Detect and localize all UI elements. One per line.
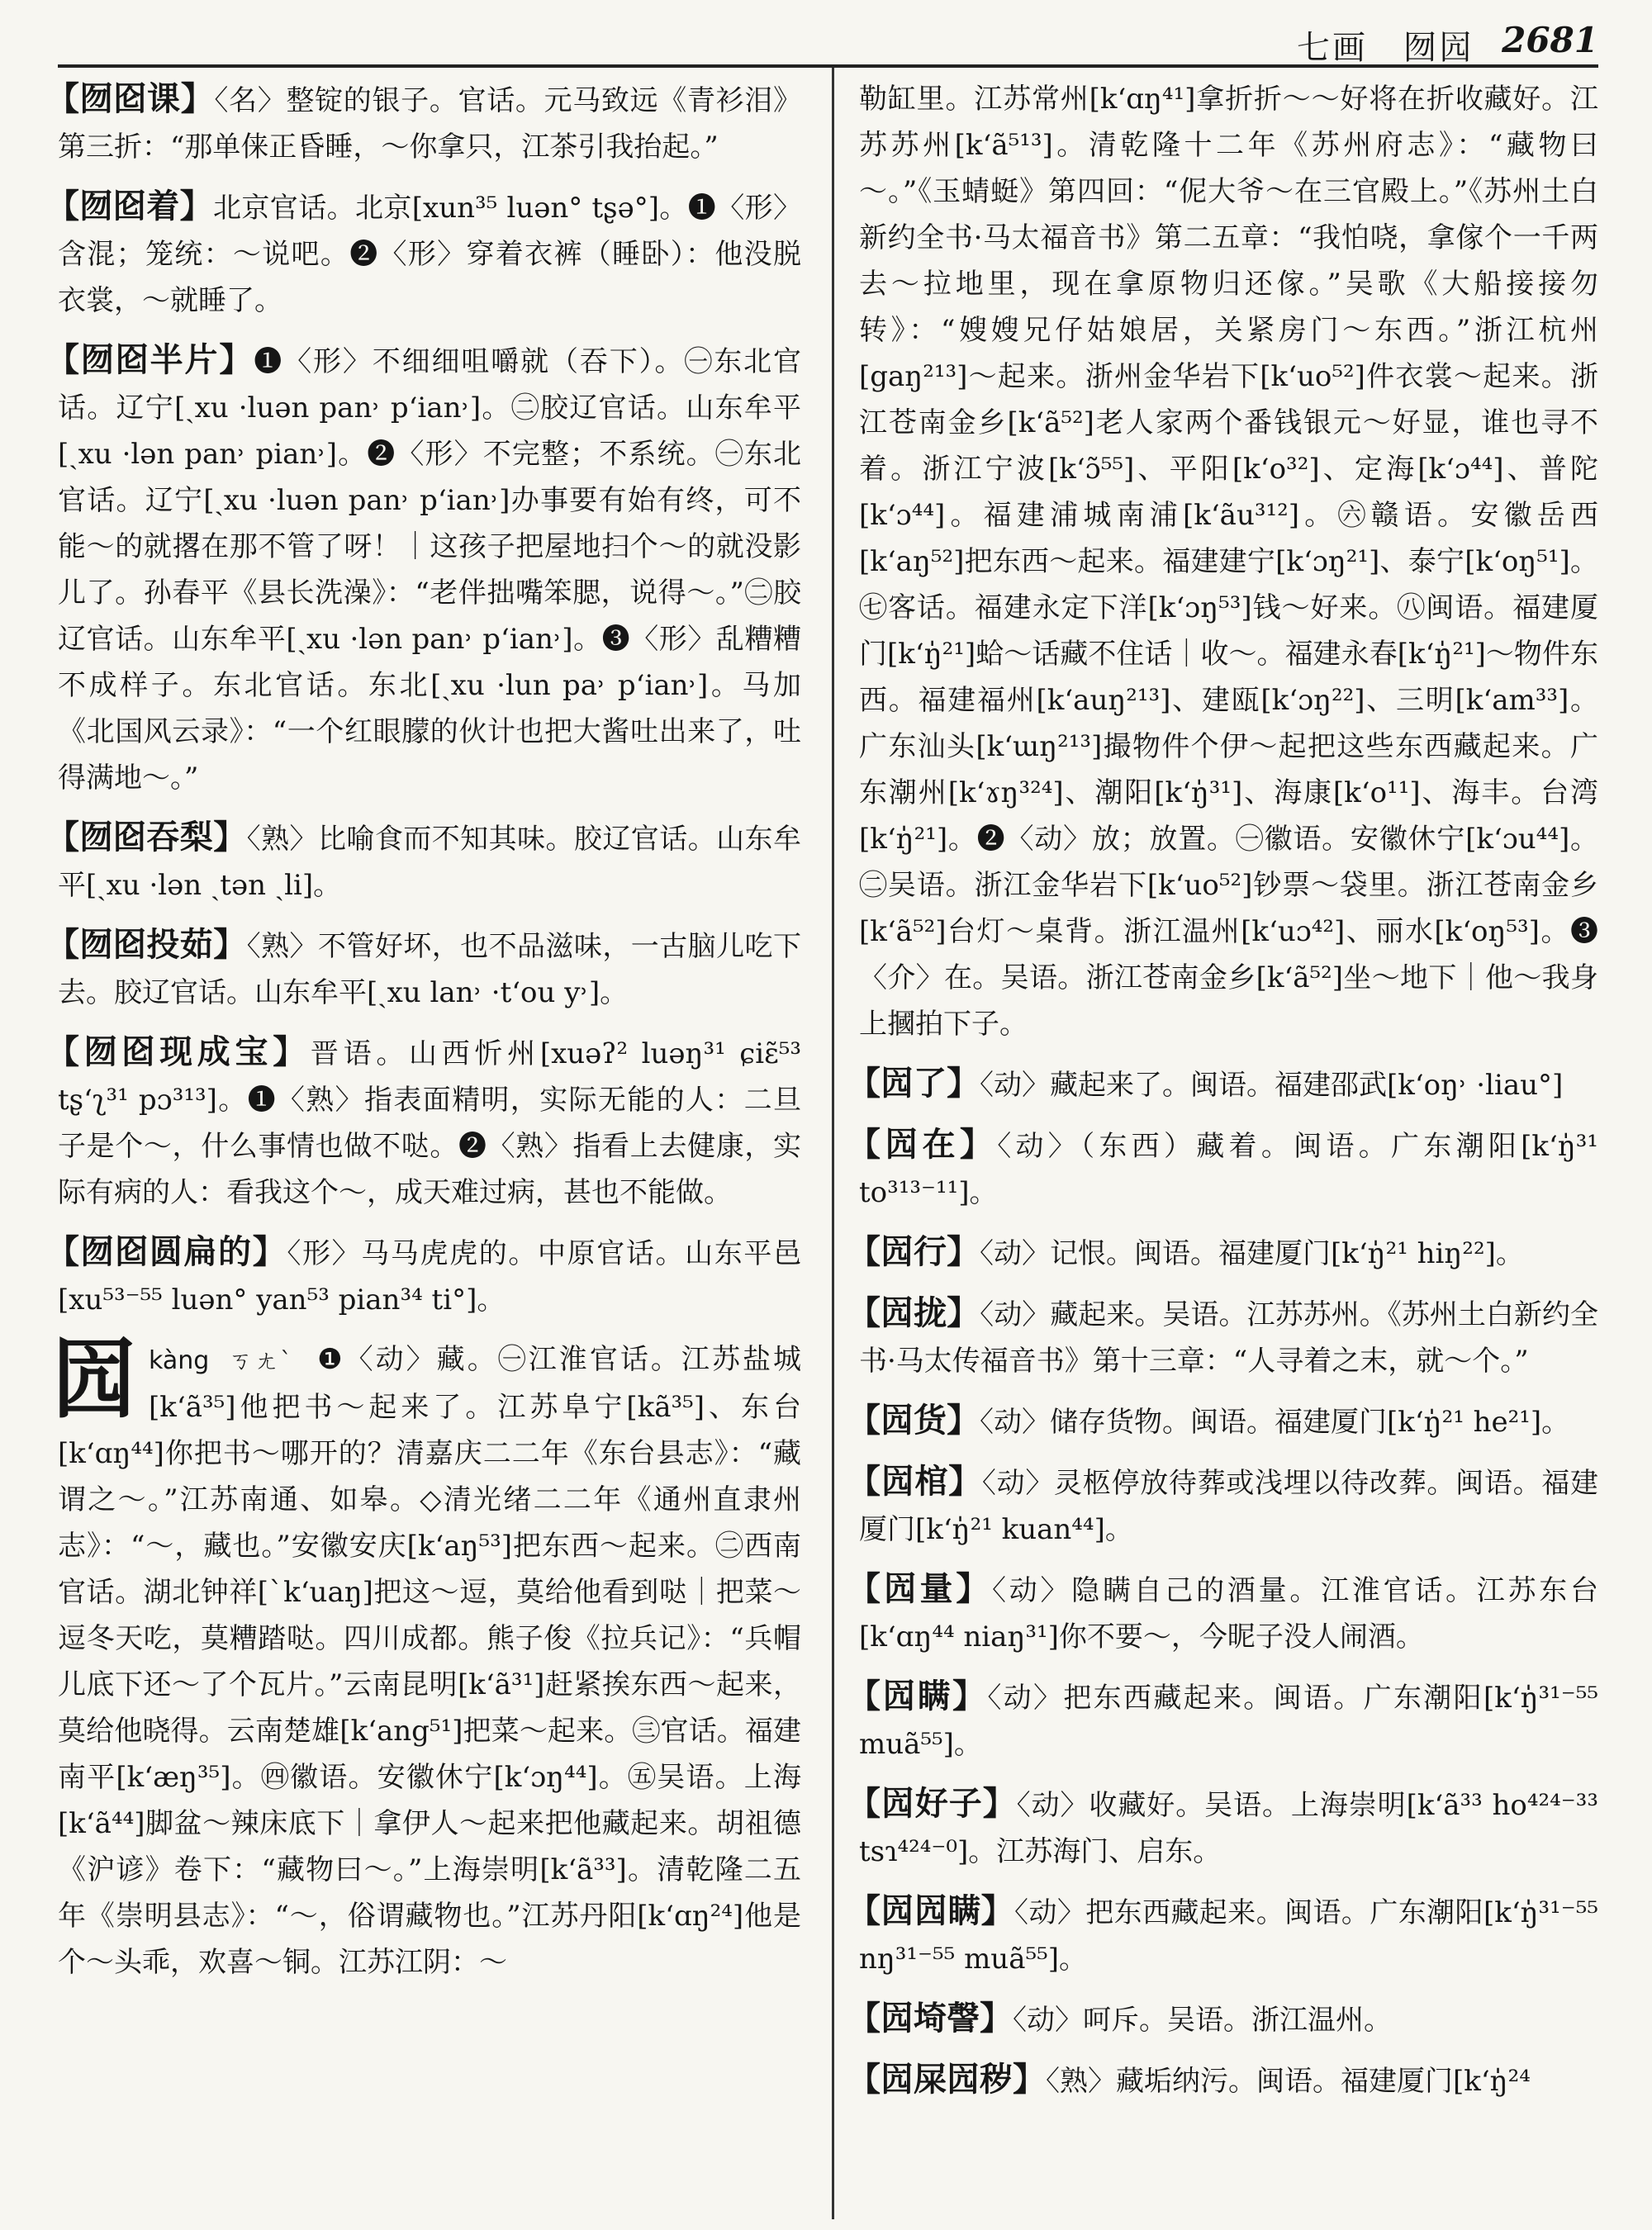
page-number: 2681 — [1502, 20, 1598, 60]
entry-text: 〈动〉呵斥。吴语。浙江温州。 — [1013, 2004, 1392, 2037]
entry-headword: 【囥埼謦】 — [847, 1999, 1013, 2038]
entry-headword: 【囫囵圆扁的】 — [46, 1232, 287, 1271]
entry-text: 〈熟〉比喻食而不知其味。胶辽官话。山东牟平[ˏxu ·lən ˏtən ˏli]。 — [58, 823, 801, 902]
head-character: 囥 — [51, 1328, 138, 1430]
character-entry — [51, 1328, 801, 1986]
entry — [46, 814, 801, 909]
entry-text: 〈熟〉不管好坏，也不品滋味，一古脑儿吃下去。胶辽官话。山东牟平[ˏxu lan˒ ·tʻou y˒]。 — [58, 930, 801, 1009]
entry-text: 〈动〉隐瞒自己的酒量。江淮官话。江苏东台[kʻɑŋ⁴⁴ niaŋ³¹]你不要～，今昵子没人闹酒。 — [859, 1574, 1599, 1654]
zhuyin: ㄎㄤˋ — [229, 1347, 295, 1374]
entry-headword: 【囫囵课】 — [46, 79, 215, 118]
page-header — [58, 17, 1598, 68]
entry — [847, 1566, 1599, 1660]
entry — [847, 1290, 1599, 1384]
entry — [847, 1122, 1599, 1216]
entry — [847, 1459, 1599, 1553]
entry-text: 〈动〉（东西）藏着。闽语。广东潮阳[kʻŋ̍³¹ to³¹³⁻¹¹]。 — [859, 1130, 1599, 1209]
entry-headword: 【囫囵半片】 — [46, 340, 254, 379]
entry-text: 〈动〉把东西藏起来。闽语。广东潮阳[kʻŋ̍³¹⁻⁵⁵ muã⁵⁵]。 — [859, 1682, 1598, 1761]
column-divider — [832, 68, 834, 2219]
entry-text: 〈动〉灵柩停放待葬或浅埋以待改葬。闽语。福建厦门[kʻŋ̍²¹ kuan⁴⁴]。 — [859, 1467, 1599, 1546]
entry-text: ❶〈形〉不细细咀嚼就（吞下）。㊀东北官话。辽宁[ˏxu ·luən pan˒ pʻian˒]。㊁胶辽官话。山东牟平[ˏxu ·lən pan˒ pian˒]。❷〈形〉不完整；不系统。㊀东北官话。辽宁[ˏxu ·luən pan˒ pʻian˒]办事要有始有终，可不能～的就撂在那不管了呀！｜这孩子把屋地扫个～的就没影儿了。孙春平《县长洗澡》：“老伴拙嘴笨腮，说得～。”㊁胶辽官话。山东牟平[ˏxu ·lən pan˒ pʻian˒]。❸〈形〉乱糟糟不成样子。东北官话。东北[ˏxu ·lun pa˒ pʻian˒]。马加《北国风云录》：“一个红眼朦的伙计也把大酱吐出来了，吐得满地～。” — [58, 345, 801, 795]
entry-text: 晋语。山西忻州[xuəʔ² luəŋ³¹ ɕiɛ̃⁵³ tʂʻʅ³¹ pɔ³¹³]。❶〈熟〉指表面精明，实际无能的人：二旦子是个～，什么事情也做不哒。❷〈熟〉指看上去健康，实际有病的人：看我这个～，成天难过病，甚也不能做。 — [58, 1037, 802, 1209]
entry — [847, 1060, 1598, 1108]
entry — [46, 76, 802, 170]
entry-headword: 【囥了】 — [847, 1064, 980, 1103]
entry-headword: 【囥在】 — [847, 1125, 998, 1164]
entry — [46, 922, 801, 1016]
entry — [847, 1781, 1599, 1875]
entry-headword: 【囥屎囥秽】 — [847, 2060, 1046, 2099]
entry-headword: 【囥棺】 — [847, 1462, 982, 1501]
entry — [46, 183, 801, 324]
right-column — [847, 76, 1599, 2118]
entry — [847, 2057, 1598, 2104]
entry-headword: 【囫囵着】 — [46, 187, 213, 225]
character-definition: ❶〈动〉藏。㊀江淮官话。江苏盐城[kʻã³⁵]他把书～起来了。江苏阜宁[kã³⁵]、东台[kʻɑŋ⁴⁴]你把书～哪开的？清嘉庆二二年《东台县志》：“藏谓之～。”江苏南通、如皋。◇清光绪二二年《通州直隶州志》：“～，藏也。”安徽安庆[kʻaŋ⁵³]把东西～起来。㊁西南官话。湖北钟祥[ˋkʻuaŋ]把这～逗，莫给他看到哒｜把菜～逗冬天吃，莫糟踏哒。四川成都。熊子俊《拉兵记》：“兵帽儿底下还～了个瓦片。”云南昆明[kʻã³¹]赶紧挨东西～起来，莫给他晓得。云南楚雄[kʻang⁵¹]把菜～起来。㊂官话。福建南平[kʻæŋ³⁵]。㊃徽语。安徽休宁[kʻɔŋ⁴⁴]。㊄吴语。上海[kʻã⁴⁴]脚盆～辣床底下｜拿伊人～起来把他藏起来。胡祖德《沪谚》卷下：“藏物曰～。”上海崇明[kʻã³³]。清乾隆二五年《崇明县志》：“～，俗谓藏物也。”江苏丹阳[kʻɑŋ²⁴]他是个～头乖，欢喜～铜。江苏江阴：～ — [58, 1343, 801, 1979]
entry-headword: 【囥拢】 — [847, 1293, 980, 1332]
entry-headword: 【囥囥瞒】 — [847, 1891, 1015, 1930]
entry — [847, 1397, 1598, 1445]
entry-text: 〈熟〉藏垢纳污。闽语。福建厦门[kʻŋ̍²⁴ — [1046, 2065, 1531, 2098]
entry — [847, 1888, 1599, 1982]
entry — [46, 1029, 802, 1216]
entry — [46, 1229, 801, 1323]
entry-text: 〈形〉马马虎虎的。中原官话。山东平邑[xu⁵³⁻⁵⁵ luən° yan⁵³ pian³⁴ ti°]。 — [58, 1237, 801, 1317]
entry — [46, 337, 801, 801]
continued-definition: 勒缸里。江苏常州[kʻɑŋ⁴¹]拿折折～～好将在折收藏好。江苏苏州[kʻã⁵¹³]。清乾隆十二年《苏州府志》：“藏物曰～。”《玉蜻蜓》第四回：“伲大爷～在三官殿上。”《苏州土白新约全书·马太福音书》第二五章：“我怕哓，拿傢个一千两去～拉地里，现在拿原物归还傢。”吴歌《大船接接勿转》：“嫂嫂兄仔姑娘居，关紧房门～东西。”浙江杭州[gaŋ²¹³]～起来。浙州金华岩下[kʻuo⁵²]件衣裳～起来。浙江苍南金乡[kʻã⁵²]老人家两个番钱银元～好显，谁也寻不着。浙江宁波[kʻɔ̃⁵⁵]、平阳[kʻo³²]、定海[kʻɔ⁴⁴]、普陀[kʻɔ⁴⁴]。福建浦城南浦[kʻãu³¹²]。㊅赣语。安徽岳西[kʻaŋ⁵²]把东西～起来。福建建宁[kʻɔŋ²¹]、泰宁[kʻoŋ⁵¹]。㊆客话。福建永定下洋[kʻɔŋ⁵³]钱～好来。㊇闽语。福建厦门[kʻŋ̍²¹]蛤～话藏不住话｜收～。福建永春[kʻŋ̍²¹]～物件东西。福建福州[kʻauŋ²¹³]、建瓯[kʻɔŋ²²]、三明[kʻam³³]。广东汕头[kʻɯŋ²¹³]撮物件个伊～起把这些东西藏起来。广东潮州[kʻɤŋ³²⁴]、潮阳[kʻŋ̍³¹]、海康[kʻo¹¹]、海丰。台湾[kʻŋ̍²¹]。❷〈动〉放；放置。㊀徽语。安徽休宁[kʻɔu⁴⁴]。㊁吴语。浙江金华岩下[kʻuo⁵²]钞票～袋里。浙江苍南金乡[kʻã⁵²]台灯～桌背。浙江温州[kʻuɔ⁴²]、丽水[kʻoŋ⁵³]。❸〈介〉在。吴语。浙江苍南金乡[kʻã⁵²]坐～地下｜他～我身上摑拍下子。 — [859, 83, 1598, 1041]
entry-headword: 【囥量】 — [847, 1569, 992, 1608]
entry-headword: 【囫囵现成宝】 — [46, 1032, 311, 1071]
entry-headword: 【囫囵投茹】 — [46, 925, 247, 964]
entry-text: 〈名〉整锭的银子。官话。元马致远《青衫泪》第三折：“那单俫正昏睡，～你拿只，江茶引我抬起。” — [58, 84, 802, 164]
entry-text: 〈动〉藏起来了。闽语。福建邵武[kʻoŋ˒ ·liau°] — [980, 1069, 1564, 1102]
entry-text: 北京官话。北京[xun³⁵ luən° tʂə°]。❶〈形〉含混；笼统：～说吧。❷〈形〉穿着衣裤（睡卧）：他没脱衣裳，～就睡了。 — [58, 192, 801, 317]
entry-headword: 【囥瞒】 — [847, 1677, 988, 1715]
entry-text: 〈动〉藏起来。吴语。江苏苏州。《苏州土白新约全书·马太传福音书》第十三章：“人寻着之末，就～个。” — [859, 1298, 1599, 1378]
entry — [847, 1229, 1598, 1277]
left-column — [46, 76, 802, 1986]
entry-headword: 【囥货】 — [847, 1401, 980, 1440]
entry — [847, 1995, 1598, 2043]
entry-headword: 【囫囵吞梨】 — [46, 818, 247, 856]
entry — [847, 1673, 1598, 1767]
entry-text: 〈动〉收藏好。吴语。上海崇明[kʻã³³ ho⁴²⁴⁻³³ tsɿ⁴²⁴⁻⁰]。江苏海门、启东。 — [859, 1789, 1599, 1868]
entry-headword: 【囥行】 — [847, 1232, 980, 1271]
entry-text: 〈动〉记恨。闽语。福建厦门[kʻŋ̍²¹ hiŋ²²]。 — [980, 1237, 1524, 1270]
entry-headword: 【囥好子】 — [847, 1784, 1017, 1823]
entry-text: 〈动〉储存货物。闽语。福建厦门[kʻŋ̍²¹ he²¹]。 — [980, 1406, 1570, 1439]
pinyin: kàng — [149, 1346, 210, 1375]
section-title: 七画 囫囥 — [1297, 29, 1474, 67]
entry-text: 〈动〉把东西藏起来。闽语。广东潮阳[kʻŋ̍³¹⁻⁵⁵ nŋ³¹⁻⁵⁵ muã⁵⁵]。 — [859, 1896, 1599, 1976]
